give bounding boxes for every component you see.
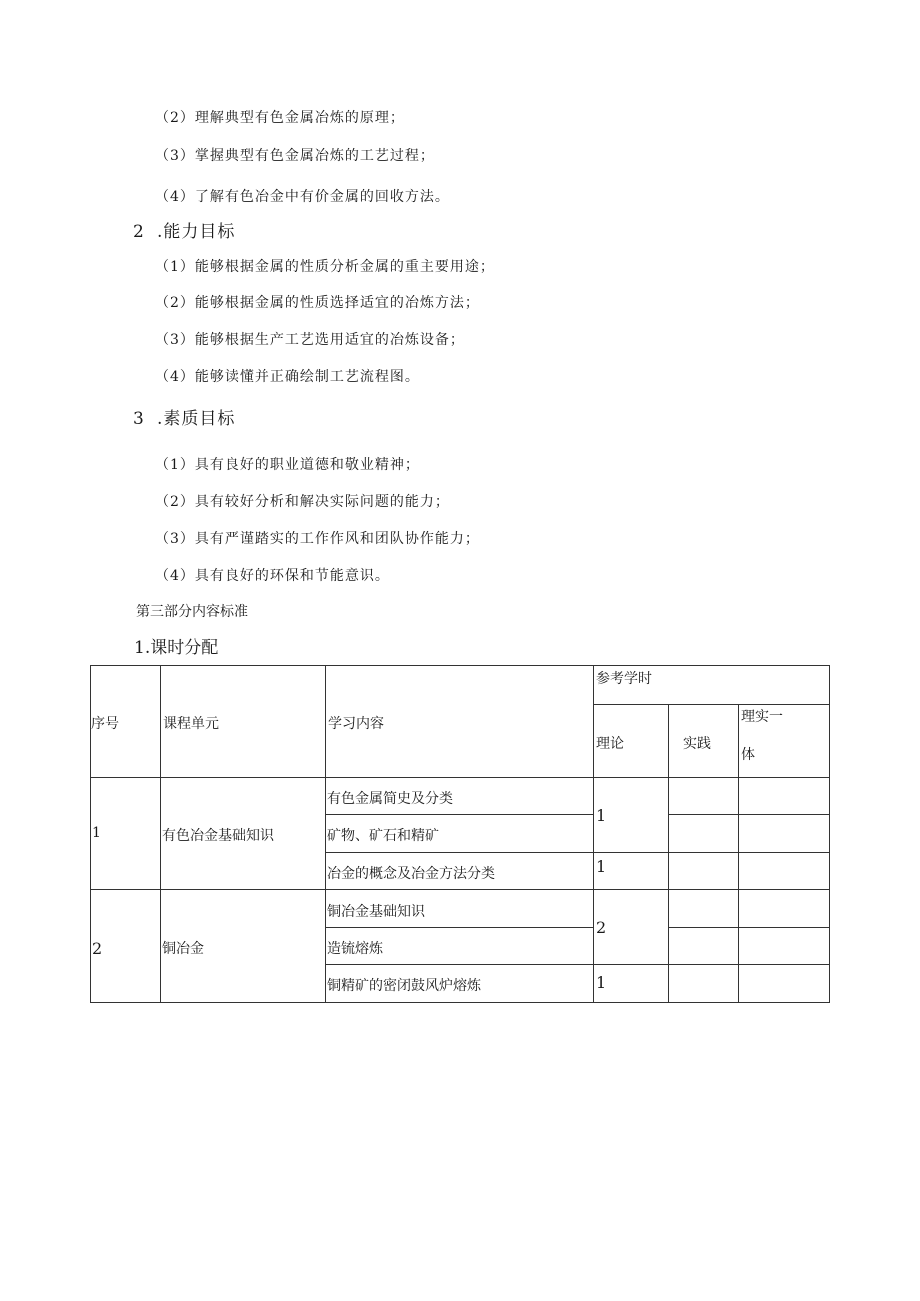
table-border-top-full: [90, 665, 830, 666]
header-theory: 理论: [596, 736, 624, 752]
table-border-bottom: [90, 1002, 830, 1003]
ability-item-4: （4）能够读懂并正确绘制工艺流程图。: [155, 369, 420, 385]
content-cell: 铜冶金基础知识: [327, 904, 425, 920]
table-rule: [668, 814, 830, 815]
theory-cell: 2: [596, 918, 607, 937]
table-column-rule: [738, 704, 739, 1003]
header-integrated-line2: 体: [741, 747, 755, 763]
header-unit: 课程单元: [163, 716, 219, 732]
hours-table: [90, 665, 830, 1004]
table-rule: [90, 889, 830, 890]
ability-item-1: （1）能够根据金属的性质分析金属的重主要用途；: [155, 259, 495, 275]
quality-item-3: （3）具有严谨踏实的工作作风和团队协作能力；: [155, 531, 480, 547]
table-border-right: [829, 665, 830, 1003]
quality-item-2: （2）具有较好分析和解决实际问题的能力；: [155, 494, 450, 510]
content-cell: 造锍熔炼: [327, 941, 383, 957]
row-seq-1: 1: [92, 825, 101, 841]
table-rule: [325, 852, 830, 853]
content-cell: 有色金属简史及分类: [327, 791, 453, 807]
row-unit-2: 铜冶金: [162, 941, 204, 957]
content-cell: 矿物、矿石和精矿: [327, 828, 439, 844]
header-seq: 序号: [91, 716, 119, 732]
ability-item-3: （3）能够根据生产工艺选用适宜的冶炼设备；: [155, 332, 465, 348]
row-seq-2: 2: [92, 939, 103, 958]
theory-cell: 1: [596, 806, 607, 825]
quality-item-1: （1）具有良好的职业道德和敬业精神；: [155, 457, 420, 473]
table-rule: [593, 704, 830, 705]
content-cell: 铜精矿的密闭鼓风炉熔炼: [327, 978, 481, 994]
quality-heading-title: .素质目标: [157, 409, 236, 429]
header-content: 学习内容: [328, 716, 384, 732]
header-practice: 实践: [683, 736, 711, 752]
table-column-rule: [668, 704, 669, 1003]
table-rule: [325, 927, 593, 928]
header-ref-hours: 参考学时: [596, 671, 652, 687]
table-column-rule: [160, 665, 161, 1003]
table-rule: [325, 814, 593, 815]
header-integrated-line1: 理实一: [741, 709, 783, 725]
row-unit-1: 有色冶金基础知识: [162, 828, 274, 844]
section-title: 1.课时分配: [134, 638, 219, 658]
table-column-rule: [593, 665, 594, 1003]
content-cell: 冶金的概念及冶金方法分类: [327, 866, 495, 882]
quality-heading-number: 3: [133, 409, 145, 429]
table-rule: [90, 777, 830, 778]
ability-heading: [133, 217, 235, 242]
theory-cell: 1: [596, 973, 607, 992]
quality-heading: [133, 404, 235, 429]
ability-item-2: （2）能够根据金属的性质选择适宜的冶炼方法；: [155, 295, 480, 311]
table-column-rule: [325, 665, 326, 1003]
knowledge-item-4: （4）了解有色冶金中有价金属的回收方法。: [155, 189, 450, 205]
theory-cell: 1: [596, 857, 607, 876]
part-title: 第三部分内容标准: [136, 604, 248, 620]
table-rule: [325, 964, 830, 965]
ability-heading-title: .能力目标: [157, 222, 236, 242]
table-rule: [668, 927, 830, 928]
quality-item-4: （4）具有良好的环保和节能意识。: [155, 568, 390, 584]
ability-heading-number: 2: [133, 222, 145, 242]
knowledge-item-2: （2）理解典型有色金属冶炼的原理；: [155, 110, 405, 126]
knowledge-item-3: （3）掌握典型有色金属冶炼的工艺过程；: [155, 148, 435, 164]
